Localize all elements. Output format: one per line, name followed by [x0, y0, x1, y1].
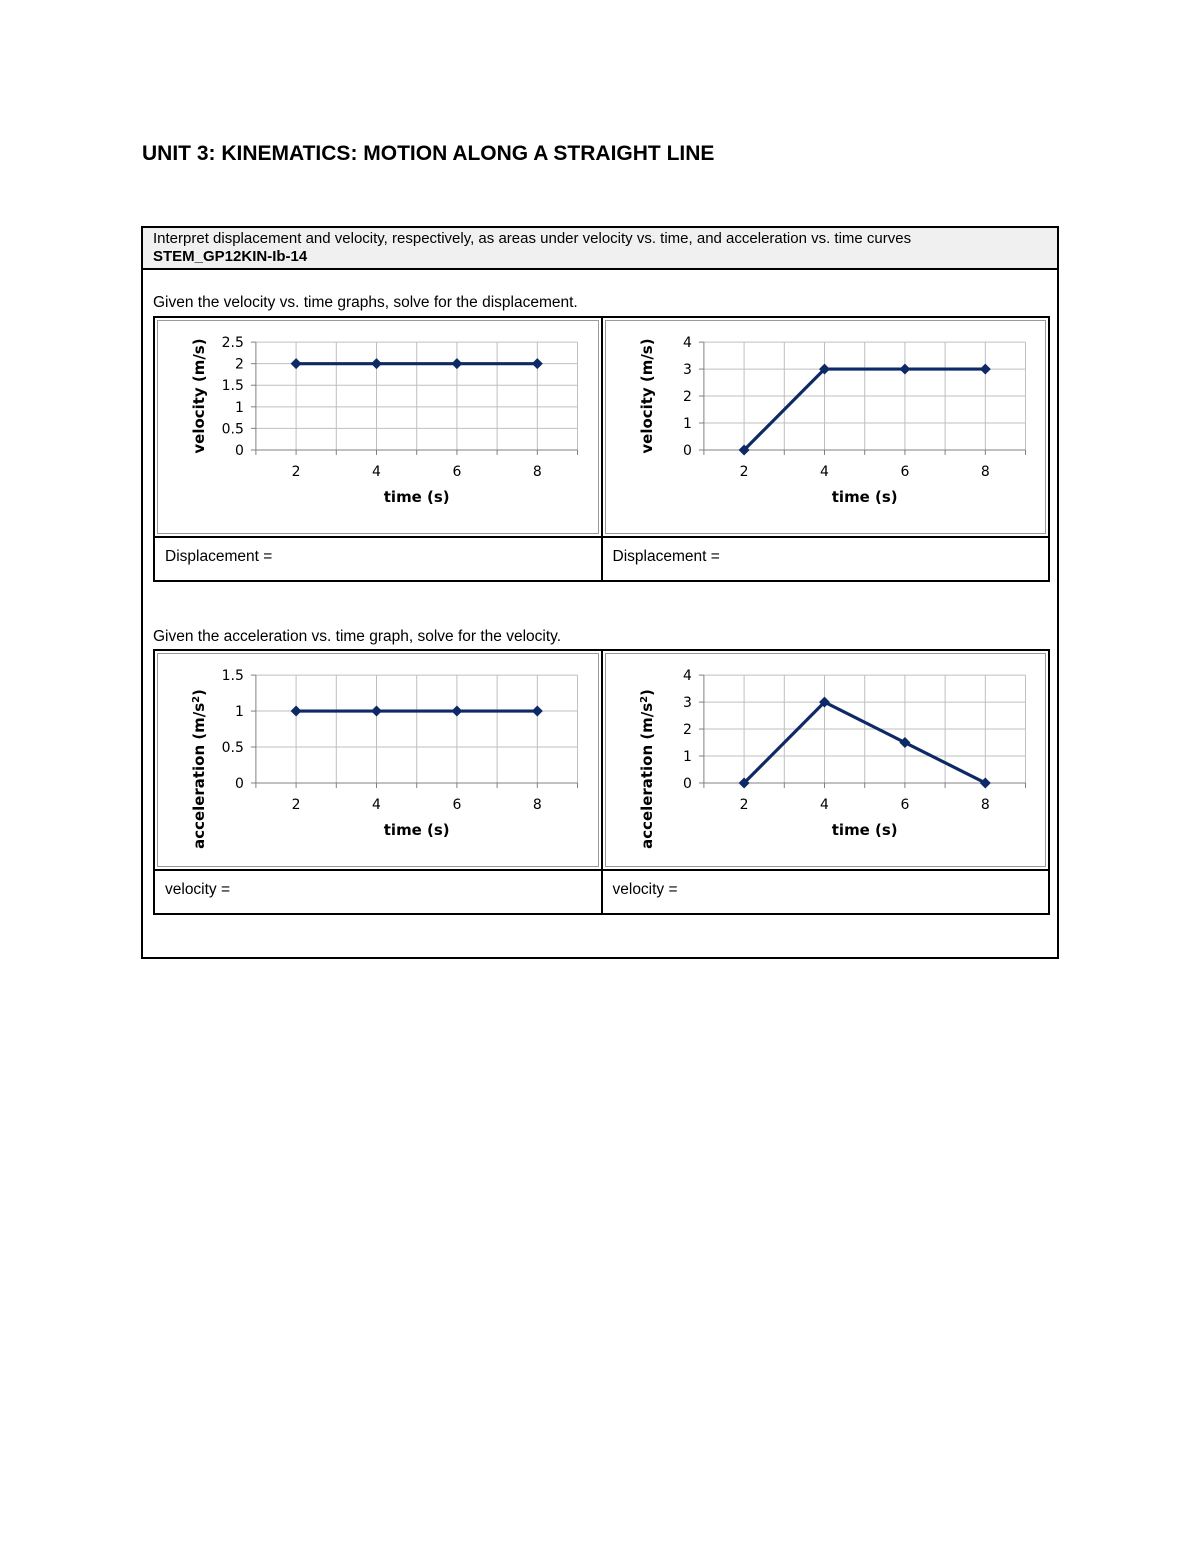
y-tick-label: 1.5 — [221, 378, 244, 395]
y-tick-label: 1 — [682, 415, 692, 432]
y-tick-label: 1 — [682, 748, 692, 765]
y-tick-label: 0.5 — [221, 740, 244, 757]
data-point-marker — [979, 364, 990, 375]
y-tick-label: 0.5 — [221, 421, 244, 438]
x-axis-title: time (s) — [831, 487, 898, 506]
chart-cell-4 — [601, 651, 1049, 869]
velocity-answer-1[interactable]: velocity = — [165, 881, 231, 898]
data-point-marker — [532, 358, 543, 369]
y-axis-title-superscript: 2 — [190, 695, 202, 703]
y-tick-label: 0 — [235, 442, 244, 459]
x-tick-label: 8 — [532, 463, 542, 480]
y-axis-title — [637, 338, 655, 453]
data-point-marker — [451, 706, 462, 717]
y-tick-label: 2.5 — [221, 335, 244, 352]
velocity-chart-1 — [158, 321, 598, 533]
y-tick-label: 1 — [235, 399, 244, 416]
chart-frame-2 — [605, 320, 1047, 534]
y-axis-title-end: ) — [637, 689, 656, 696]
y-tick-label: 0 — [682, 775, 692, 792]
x-tick-label: 8 — [980, 796, 990, 813]
data-point-marker — [371, 706, 382, 717]
y-axis-title-main: acceleration (m/s — [189, 702, 208, 849]
data-point-marker — [899, 364, 910, 375]
competency-header — [143, 228, 1057, 270]
acceleration-chart-1 — [158, 654, 598, 866]
displacement-table — [153, 316, 1050, 582]
chart-frame-3 — [157, 653, 599, 867]
y-axis-title-end: ) — [189, 689, 208, 696]
x-tick-label: 4 — [372, 796, 381, 813]
x-tick-label: 6 — [899, 796, 909, 813]
page-title: UNIT 3: KINEMATICS: MOTION ALONG A STRAIGHT LINE — [142, 142, 715, 165]
competency-code: STEM_GP12KIN-Ib-14 — [153, 248, 308, 265]
y-tick-label: 2 — [682, 389, 692, 406]
x-axis-title: time (s) — [831, 820, 898, 839]
y-tick-label: 3 — [682, 695, 692, 712]
y-axis-title — [190, 338, 208, 453]
x-tick-label: 2 — [291, 796, 301, 813]
y-tick-label: 4 — [682, 668, 692, 685]
competency-box — [141, 226, 1059, 959]
x-tick-label: 6 — [452, 796, 462, 813]
y-axis-title-main: velocity (m/s) — [189, 338, 208, 454]
displacement-answer-2[interactable]: Displacement = — [601, 538, 1049, 580]
chart-cell-1 — [155, 318, 601, 536]
velocity-answer-2[interactable]: velocity = — [601, 871, 1049, 913]
y-axis-title-main: velocity (m/s) — [637, 338, 656, 454]
y-tick-label: 0 — [235, 775, 244, 792]
y-tick-label: 2 — [235, 356, 244, 373]
y-tick-label: 4 — [682, 335, 692, 352]
y-tick-label: 1.5 — [221, 668, 244, 685]
data-point-marker — [451, 358, 462, 369]
y-tick-label: 3 — [682, 362, 692, 379]
chart-cell-2 — [601, 318, 1049, 536]
acceleration-chart-2 — [606, 654, 1046, 866]
y-axis-title-main: acceleration (m/s — [637, 702, 656, 849]
data-point-marker — [371, 358, 382, 369]
x-tick-label: 6 — [452, 463, 462, 480]
competency-text: Interpret displacement and velocity, respectively, as areas under velocity vs. time, and acceleration vs. time curves — [153, 230, 912, 247]
x-tick-label: 2 — [739, 796, 749, 813]
data-point-marker — [899, 737, 910, 748]
data-point-marker — [291, 706, 302, 717]
velocity-table — [153, 649, 1050, 915]
data-point-marker — [532, 706, 543, 717]
y-axis-title-superscript: 2 — [637, 695, 649, 703]
x-tick-label: 8 — [532, 796, 542, 813]
x-tick-label: 4 — [372, 463, 381, 480]
chart-frame-1 — [157, 320, 599, 534]
data-point-marker — [291, 358, 302, 369]
x-axis-title: time (s) — [383, 487, 450, 506]
chart-cell-3 — [155, 651, 601, 869]
y-axis-title — [637, 689, 655, 849]
x-tick-label: 4 — [819, 796, 829, 813]
y-tick-label: 0 — [682, 442, 692, 459]
y-tick-label: 1 — [235, 704, 244, 721]
instruction-velocity: Given the acceleration vs. time graph, solve for the velocity. — [153, 628, 562, 645]
velocity-chart-2 — [606, 321, 1046, 533]
x-tick-label: 8 — [980, 463, 990, 480]
x-tick-label: 2 — [739, 463, 749, 480]
y-axis-title — [190, 689, 208, 849]
x-tick-label: 6 — [899, 463, 909, 480]
x-axis-title: time (s) — [383, 820, 450, 839]
y-tick-label: 2 — [682, 722, 692, 739]
displacement-answer-1[interactable]: Displacement = — [165, 548, 273, 565]
x-tick-label: 2 — [291, 463, 301, 480]
x-tick-label: 4 — [819, 463, 829, 480]
instruction-displacement: Given the velocity vs. time graphs, solve for the displacement. — [153, 294, 578, 311]
chart-frame-4 — [605, 653, 1047, 867]
data-point-marker — [979, 777, 990, 788]
